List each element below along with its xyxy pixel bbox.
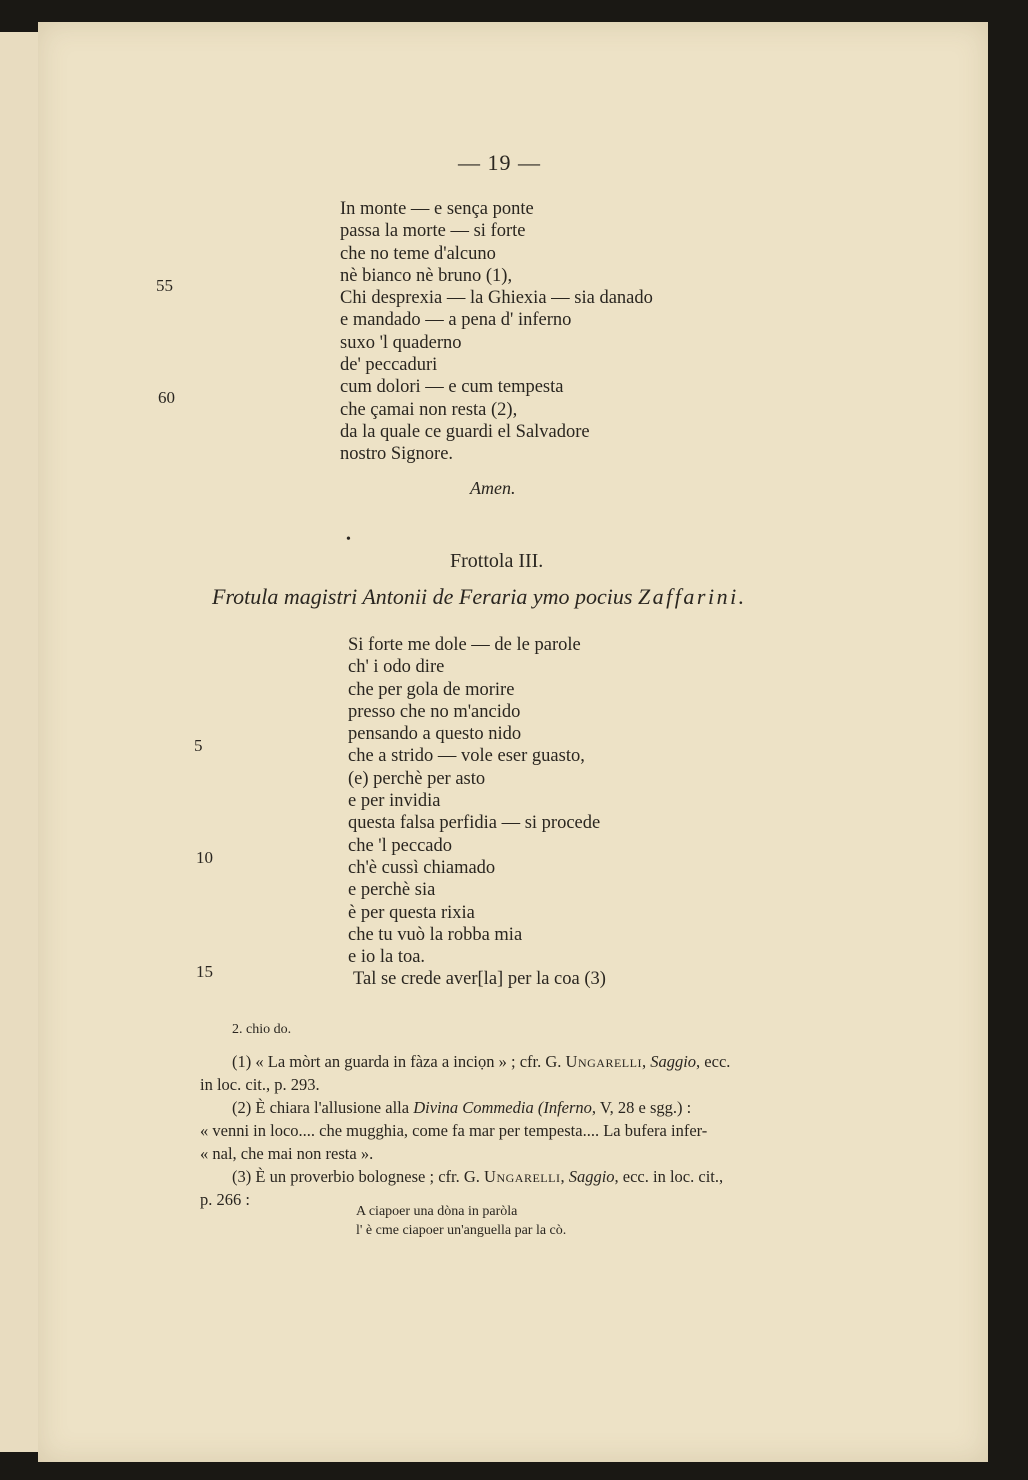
verse-line: ch'è cussì chiamado (348, 857, 496, 878)
footnotes (200, 1050, 730, 1211)
verse-line: e perchè sia (348, 880, 436, 901)
footnote-2-cont-1: « venni in loco.... che mugghia, come fa mar per tempesta.... La bufera infer- (200, 1121, 708, 1140)
page-number: — 19 — (458, 150, 541, 175)
footnote-2: (2) È chiara l'allusione alla Divina Commedia (Inferno, V, 28 e sgg.) : (232, 1098, 692, 1117)
amen: Amen. (470, 478, 516, 498)
verse-line: presso che no m'ancido (348, 701, 521, 722)
verse-line: da la quale ce guardi el Salvadore (340, 421, 590, 442)
proverb-quote (356, 1202, 566, 1240)
verse-line: e per invidia (348, 791, 441, 812)
line-number-15: 15 (196, 962, 213, 981)
verse-line: e mandado — a pena d' inferno (340, 310, 572, 331)
verse-line: che tu vuò la robba mia (348, 924, 523, 945)
stanza-a (340, 198, 653, 466)
verse-line: de' peccaduri (340, 355, 438, 376)
frottola-verses (348, 634, 606, 991)
subtitle-spaced-name: Zaffarini. (637, 584, 747, 609)
stray-mark: • (346, 532, 351, 547)
verse-line: ch' i odo dire (348, 657, 445, 678)
verse-line: nè bianco nè bruno (1), (340, 265, 513, 286)
line-number-60: 60 (158, 388, 175, 407)
line-number-55: 55 (156, 276, 173, 295)
verse-line: che no teme d'alcuno (340, 243, 496, 264)
verse-line: è per questa rixia (348, 902, 475, 923)
verse-line: pensando a questo nido (348, 724, 522, 745)
verse-line: nostro Signore. (340, 444, 454, 465)
footnote-2-cont-2: « nal, che mai non resta ». (200, 1144, 374, 1163)
verse-line: che a strido — vole eser guasto, (348, 746, 585, 767)
subtitle-text: Frotula magistri Antonii de Feraria ymo pocius (212, 584, 633, 609)
verse-line: Tal se crede aver[la] per la coa (3) (353, 969, 606, 990)
line-number-10: 10 (196, 848, 213, 867)
verse-line: passa la morte — si forte (340, 221, 526, 242)
variant-note: 2. chio do. (232, 1022, 292, 1037)
verse-line: questa falsa perfidia — si procede (348, 813, 601, 834)
line-number-5: 5 (194, 736, 203, 755)
verse-line: che çamai non resta (2), (340, 399, 518, 420)
verse-line: cum dolori — e cum tempesta (340, 377, 564, 398)
verse-line: suxo 'l quaderno (340, 332, 462, 353)
facing-page-edge (0, 32, 39, 1452)
proverb-line: l' è cme ciapoer un'anguella par la cò. (356, 1223, 567, 1238)
verse-line: In monte — e sença ponte (340, 199, 534, 219)
verse-line: Chi desprexia — la Ghiexia — sia danado (340, 288, 653, 309)
footnote-1: (1) « La mòrt an guarda in fàza a inciọn » ; cfr. G. Ungarelli, Saggio, ecc. (232, 1052, 731, 1071)
frottola-heading: Frottola III. (450, 550, 544, 572)
verse-line: che 'l peccado (348, 835, 452, 856)
footnote-3-cont: p. 266 : (200, 1190, 250, 1209)
verse-line: (e) perchè per asto (348, 768, 486, 789)
verse-line: che per gola de morire (348, 679, 515, 700)
verse-line: e io la toa. (348, 947, 426, 968)
footnote-1-cont: in loc. cit., p. 293. (200, 1075, 320, 1094)
proverb-line: A ciapoer una dòna in paròla (356, 1204, 518, 1219)
frottola-subtitle (212, 584, 747, 610)
verse-line: Si forte me dole — de le parole (348, 635, 581, 655)
book-page (38, 22, 988, 1462)
footnote-3: (3) È un proverbio bolognese ; cfr. G. Ungarelli, Saggio, ecc. in loc. cit., (232, 1167, 724, 1186)
